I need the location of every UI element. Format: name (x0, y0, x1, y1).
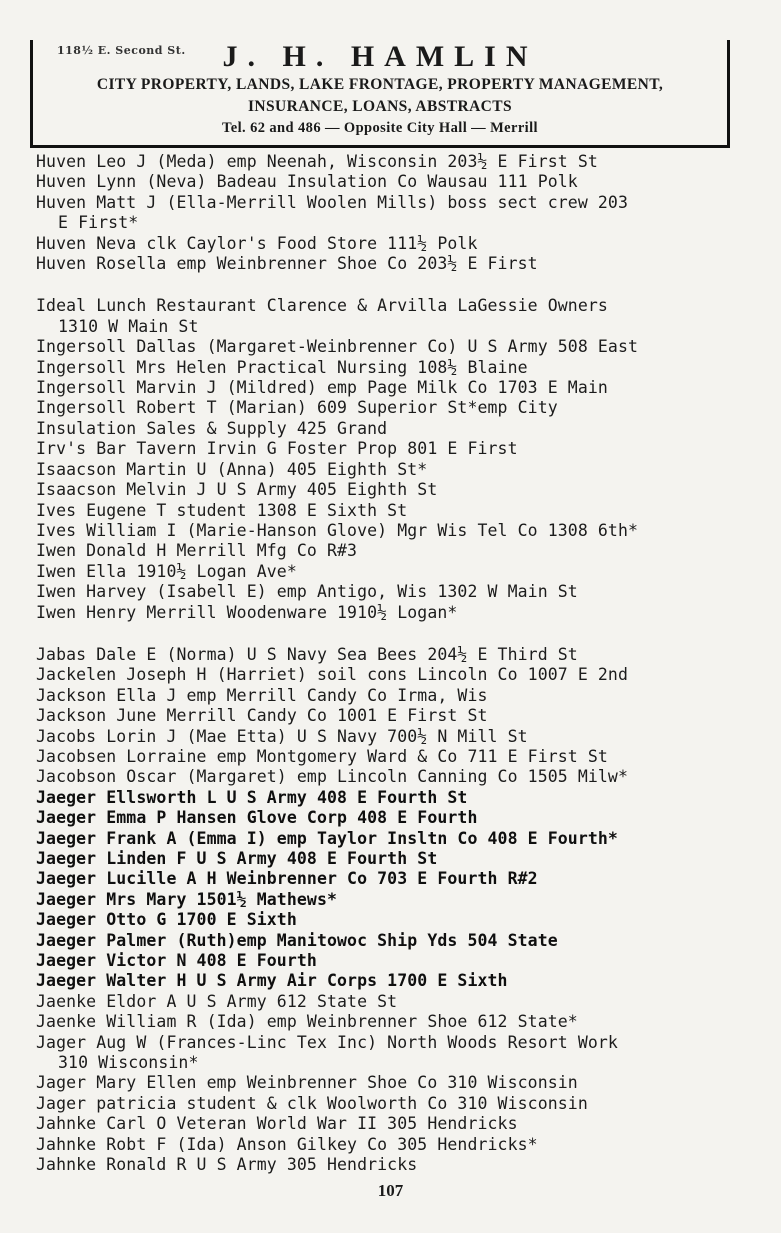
ad-services-line: CITY PROPERTY, LANDS, LAKE FRONTAGE, PROPERTY MANAGEMENT, (96, 76, 664, 93)
directory-entry: Isaacson Melvin J U S Army 405 Eighth St (36, 480, 438, 500)
directory-entry: Jager Aug W (Frances-Linc Tex Inc) North Woods Resort Work (36, 1032, 618, 1052)
directory-entry: Iwen Henry Merrill Woodenware 1910½ Logan* (36, 602, 458, 622)
directory-entry: Iwen Ella 1910½ Logan Ave* (36, 561, 297, 581)
directory-entry: Jaeger Emma P Hansen Glove Corp 408 E Fourth (36, 808, 478, 828)
directory-entry: Huven Rosella emp Weinbrenner Shoe Co 203½ E First (36, 254, 538, 274)
directory-entry: Huven Neva clk Caylor's Food Store 111½ Polk (36, 233, 478, 253)
directory-entry: Jaeger Lucille A H Weinbrenner Co 703 E Fourth R#2 (36, 869, 538, 889)
directory-entry: Ingersoll Marvin J (Mildred) emp Page Milk Co 1703 E Main (36, 378, 608, 398)
directory-entry: Jaenke William R (Ida) emp Weinbrenner Shoe 612 State* (36, 1012, 578, 1032)
directory-entry: Jager Mary Ellen emp Weinbrenner Shoe Co 310 Wisconsin (36, 1073, 578, 1093)
directory-entry: Jackson June Merrill Candy Co 1001 E First St (36, 706, 488, 726)
directory-entry: Irv's Bar Tavern Irvin G Foster Prop 801 E First (36, 439, 518, 459)
directory-entry: Ives Eugene T student 1308 E Sixth St (36, 500, 408, 520)
directory-entry: Jaeger Palmer (Ruth)emp Manitowoc Ship Yds 504 State (36, 930, 558, 950)
directory-entry: Huven Leo J (Meda) emp Neenah, Wisconsin 203½ E First St (36, 152, 598, 171)
directory-entry: Insulation Sales & Supply 425 Grand (36, 418, 388, 438)
directory-entry: Jahnke Robt F (Ida) Anson Gilkey Co 305 Hendricks* (36, 1134, 538, 1154)
directory-entry: Ingersoll Robert T (Marian) 609 Superior St*emp City (36, 398, 558, 418)
directory-entry: Iwen Donald H Merrill Mfg Co R#3 (36, 541, 358, 561)
section-gap (36, 623, 756, 645)
directory-entry: Huven Matt J (Ella-Merrill Woolen Mills) boss sect crew 203 (36, 192, 628, 212)
directory-entry: Jacobsen Lorraine emp Montgomery Ward & Co 711 E First St (36, 746, 608, 766)
directory-entry: Iwen Harvey (Isabell E) emp Antigo, Wis 1302 W Main St (36, 582, 578, 602)
directory-entry: Ingersoll Mrs Helen Practical Nursing 108½ Blaine (36, 357, 528, 377)
directory-entry: Isaacson Martin U (Anna) 405 Eighth St* (36, 459, 428, 479)
directory-entry: Jaeger Otto G 1700 E Sixth (36, 910, 297, 930)
directory-entry: Jaeger Ellsworth L U S Army 408 E Fourth St (36, 787, 468, 807)
directory-entry-continuation: 1310 W Main St (58, 316, 199, 336)
directory-entry: Jager patricia student & clk Woolworth Co 310 Wisconsin (36, 1093, 588, 1113)
directory-entry: Jaeger Linden F U S Army 408 E Fourth St (36, 849, 438, 868)
directory-entry: Jaeger Walter H U S Army Air Corps 1700 E Sixth (36, 971, 508, 991)
ad-services-line-2: INSURANCE, LOANS, ABSTRACTS (247, 98, 513, 115)
section-gap (36, 274, 756, 296)
directory-entry: Jaeger Frank A (Emma I) emp Taylor Insltn Co 408 E Fourth* (36, 828, 618, 848)
directory-entry: Ingersoll Dallas (Margaret-Weinbrenner Co) U S Army 508 East (36, 337, 639, 357)
directory-entry-continuation: 310 Wisconsin* (58, 1053, 199, 1073)
directory-entry: Jahnke Carl O Veteran World War II 305 Hendricks (36, 1114, 518, 1134)
ad-contact-line: Tel. 62 and 486 — Opposite City Hall — Merrill (222, 120, 538, 136)
directory-entry: Jaenke Eldor A U S Army 612 State St (36, 991, 398, 1011)
directory-entry: Jacobs Lorin J (Mae Etta) U S Navy 700½ N Mill St (36, 726, 528, 746)
directory-listing (36, 152, 756, 1176)
directory-entry: Jackson Ella J emp Merrill Candy Co Irma, Wis (36, 685, 488, 705)
ad-business-name: J. H. HAMLIN (222, 40, 538, 73)
directory-entry: Huven Lynn (Neva) Badeau Insulation Co Wausau 111 Polk (36, 172, 578, 192)
ad-address: 118½ E. Second St. (57, 44, 186, 57)
directory-entry: Ives William I (Marie-Hanson Glove) Mgr Wis Tel Co 1308 6th* (36, 520, 639, 540)
advertisement-box (30, 40, 730, 148)
directory-entry: Jahnke Ronald R U S Army 305 Hendricks (36, 1155, 418, 1175)
directory-entry: Jabas Dale E (Norma) U S Navy Sea Bees 204½ E Third St (36, 644, 578, 664)
directory-entry-continuation: E First* (58, 213, 139, 233)
directory-entry: Jaeger Victor N 408 E Fourth (36, 951, 317, 971)
directory-entry: Jackelen Joseph H (Harriet) soil cons Lincoln Co 1007 E 2nd (36, 665, 628, 685)
page-number: 107 (377, 1181, 404, 1200)
directory-entry: Ideal Lunch Restaurant Clarence & Arvilla LaGessie Owners (36, 296, 608, 316)
directory-entry: Jaeger Mrs Mary 1501½ Mathews* (36, 889, 338, 909)
directory-entry: Jacobson Oscar (Margaret) emp Lincoln Canning Co 1505 Milw* (36, 767, 628, 787)
